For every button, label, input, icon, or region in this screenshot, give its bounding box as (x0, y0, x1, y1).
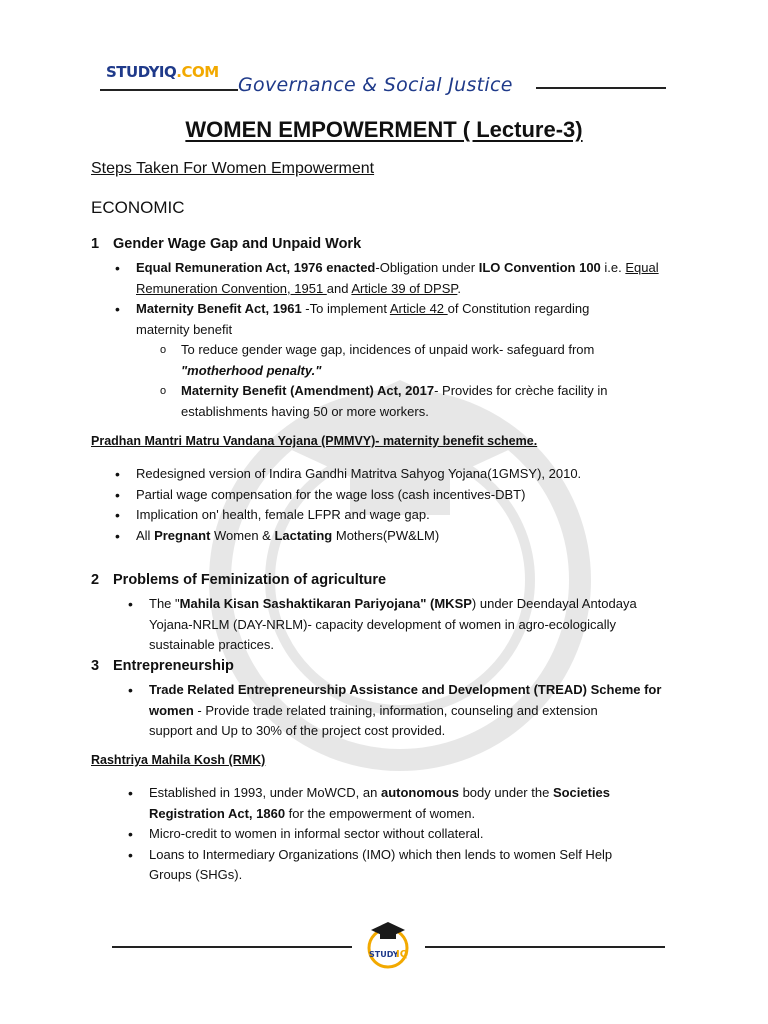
list-item: • Micro-credit to women in informal sector without collateral. (128, 824, 668, 845)
footer-logo-text: STUDY (369, 950, 399, 959)
footer-rule-right (425, 946, 665, 948)
section-1-heading: 1 Gender Wage Gap and Unpaid Work (91, 236, 362, 252)
document-title: WOMEN EMPOWERMENT ( Lecture-3) (185, 117, 583, 142)
footer-logo-icon (355, 920, 421, 970)
pmmvy-heading: Pradhan Mantri Matru Vandana Yojana (PMMVY)- maternity benefit scheme. (91, 434, 538, 448)
list-item: o To reduce gender wage gap, incidences of unpaid work- safeguard from "motherhood penalty." (160, 340, 660, 381)
document-subheading: Steps Taken For Women Empowerment (91, 160, 375, 177)
footer-rule-left (112, 946, 352, 948)
list-item: • Implication on' health, female LFPR and wage gap. (115, 505, 675, 526)
rmk-heading: Rashtriya Mahila Kosh (RMK) (91, 753, 266, 767)
list-item: o Maternity Benefit (Amendment) Act, 2017- Provides for crèche facility in establishments having 50 or more workers. (160, 381, 660, 422)
section-heading: ECONOMIC (91, 198, 185, 217)
rmk-list (128, 783, 668, 886)
pmmvy-list (115, 464, 675, 546)
header-rule-left (100, 89, 238, 91)
footer-logo-text-accent: IQ (396, 949, 409, 960)
list-item: • Maternity Benefit Act, 1961 -To implement Article 42 of Constitution regarding maternity benefit (115, 299, 675, 340)
list-item: • The "Mahila Kisan Sashaktikaran Pariyojana" (MKSP) under Deendayal Antodaya Yojana-NRLM (DAY-NRLM)- capacity development of women in agro-ecologically sustainable practices. (128, 594, 668, 656)
list-item: • Equal Remuneration Act, 1976 enacted-Obligation under ILO Convention 100 i.e. Equal Remuneration Convention, 1951 and Article 39 of DPSP. (115, 258, 675, 299)
list-item: • Established in 1993, under MoWCD, an autonomous body under the Societies Registration Act, 1860 for the empowerment of women. (128, 783, 668, 824)
section-3-list (128, 680, 673, 742)
section-1-sublist (160, 340, 660, 422)
list-item: • All Pregnant Women & Lactating Mothers(PW&LM) (115, 526, 675, 547)
header-rule-right (536, 87, 666, 89)
list-item: • Loans to Intermediary Organizations (IMO) which then lends to women Self Help Groups (SHGs). (128, 845, 668, 886)
section-1-list (115, 258, 675, 340)
section-3-heading: 3 Entrepreneurship (91, 658, 234, 674)
brand-logo: STUDYIQ.COM (106, 63, 219, 81)
section-2-heading: 2 Problems of Feminization of agriculture (91, 572, 387, 588)
header-title: Governance & Social Justice (238, 74, 513, 96)
section-2-list (128, 594, 668, 656)
list-item: • Trade Related Entrepreneurship Assistance and Development (TREAD) Scheme for women - Provide trade related training, information, counseling and extension support and Up to 30% of the project cost provided. (128, 680, 673, 742)
list-item: • Redesigned version of Indira Gandhi Matritva Sahyog Yojana(1GMSY), 2010. (115, 464, 675, 485)
list-item: • Partial wage compensation for the wage loss (cash incentives-DBT) (115, 485, 675, 506)
